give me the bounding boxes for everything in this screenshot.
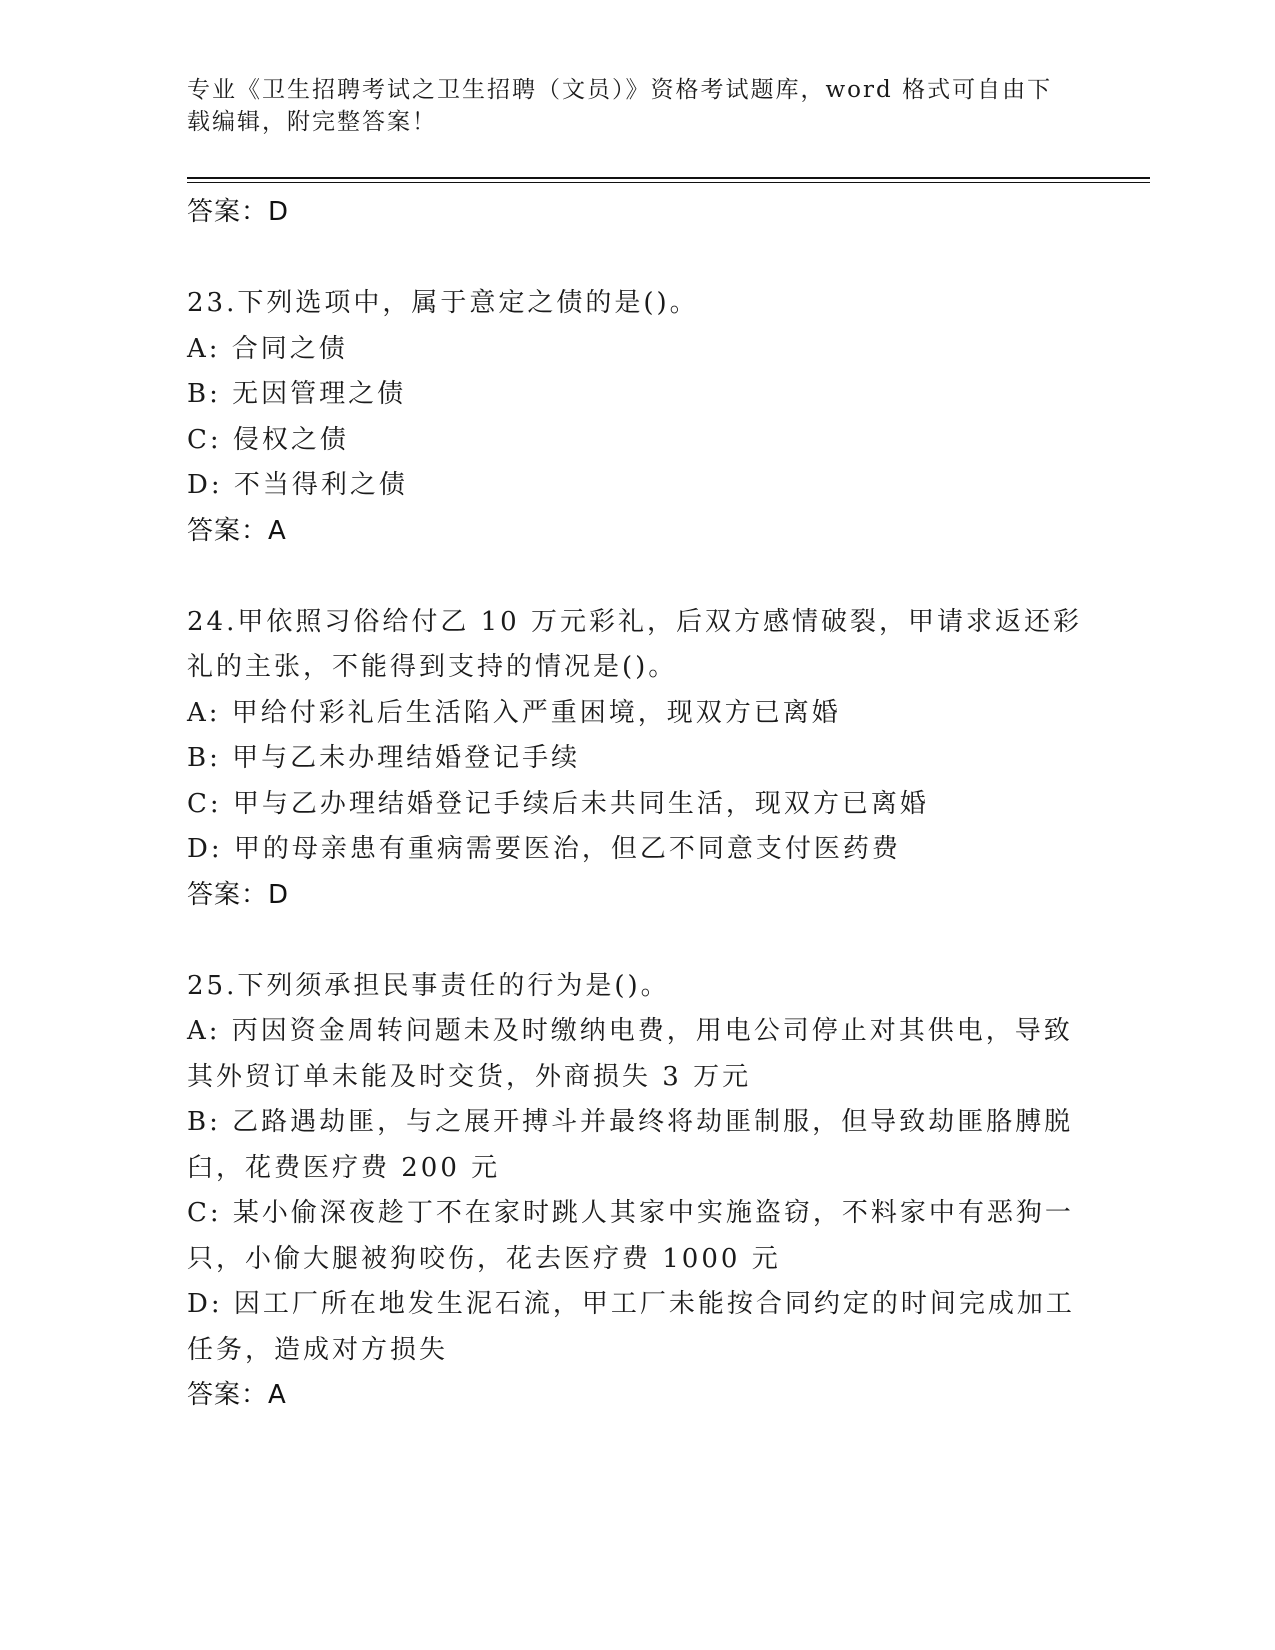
option-a: A: 合同之债 [187, 333, 348, 364]
question-24 [187, 600, 1087, 917]
header-rule-thin [187, 182, 1150, 183]
option-c: C: 某小偷深夜趁丁不在家时跳人其家中实施盗窃，不料家中有恶狗一 [187, 1198, 1074, 1228]
option-d: D: 不当得利之债 [187, 470, 408, 500]
option-c: C: 侵权之债 [187, 424, 349, 455]
option-c-continued: 只，小偷大腿被狗咬伤，花去医疗费 1000 元 [187, 1243, 781, 1274]
option-b: B: 乙路遇劫匪，与之展开搏斗并最终将劫匪制服，但导致劫匪胳膊脱 [187, 1107, 1074, 1137]
option-a-continued: 其外贸订单未能及时交货，外商损失 3 万元 [187, 1061, 752, 1092]
option-a: A: 甲给付彩礼后生活陷入严重困境，现双方已离婚 [187, 697, 841, 728]
answer-label: 答案：D [187, 197, 290, 227]
option-d-continued: 任务，造成对方损失 [187, 1334, 449, 1365]
question-23 [187, 281, 1087, 553]
question-stem: 25.下列须承担民事责任的行为是()。 [187, 970, 670, 1001]
option-b: B: 甲与乙未办理结婚登记手续 [187, 743, 581, 773]
question-25 [187, 964, 1087, 1418]
question-stem: 23.下列选项中，属于意定之债的是()。 [187, 288, 699, 318]
header-rule-thick [187, 177, 1150, 179]
question-stem: 礼的主张，不能得到支持的情况是()。 [187, 652, 678, 682]
document-header: 专业《卫生招聘考试之卫生招聘（文员）》资格考试题库，word 格式可自由下载编辑，附完整答案！ [187, 77, 1053, 135]
question-stem: 24.甲依照习俗给付乙 10 万元彩礼，后双方感情破裂，甲请求返还彩 [187, 606, 1082, 637]
option-a: A: 丙因资金周转问题未及时缴纳电费，用电公司停止对其供电，导致 [187, 1016, 1073, 1046]
option-d: D: 因工厂所在地发生泥石流，甲工厂未能按合同约定的时间完成加工 [187, 1289, 1075, 1319]
document-body [187, 190, 1087, 1417]
spacer [187, 234, 1087, 281]
answer-label: 答案：D [187, 879, 290, 910]
answer-label: 答案：A [187, 1380, 287, 1410]
option-b: B: 无因管理之债 [187, 379, 407, 409]
option-c: C: 甲与乙办理结婚登记手续后未共同生活，现双方已离婚 [187, 788, 929, 819]
spacer [187, 553, 1087, 600]
option-d: D: 甲的母亲患有重病需要医治，但乙不同意支付医药费 [187, 834, 901, 864]
answer-label: 答案：A [187, 515, 287, 546]
spacer [187, 917, 1087, 964]
option-b-continued: 臼，花费医疗费 200 元 [187, 1152, 501, 1183]
